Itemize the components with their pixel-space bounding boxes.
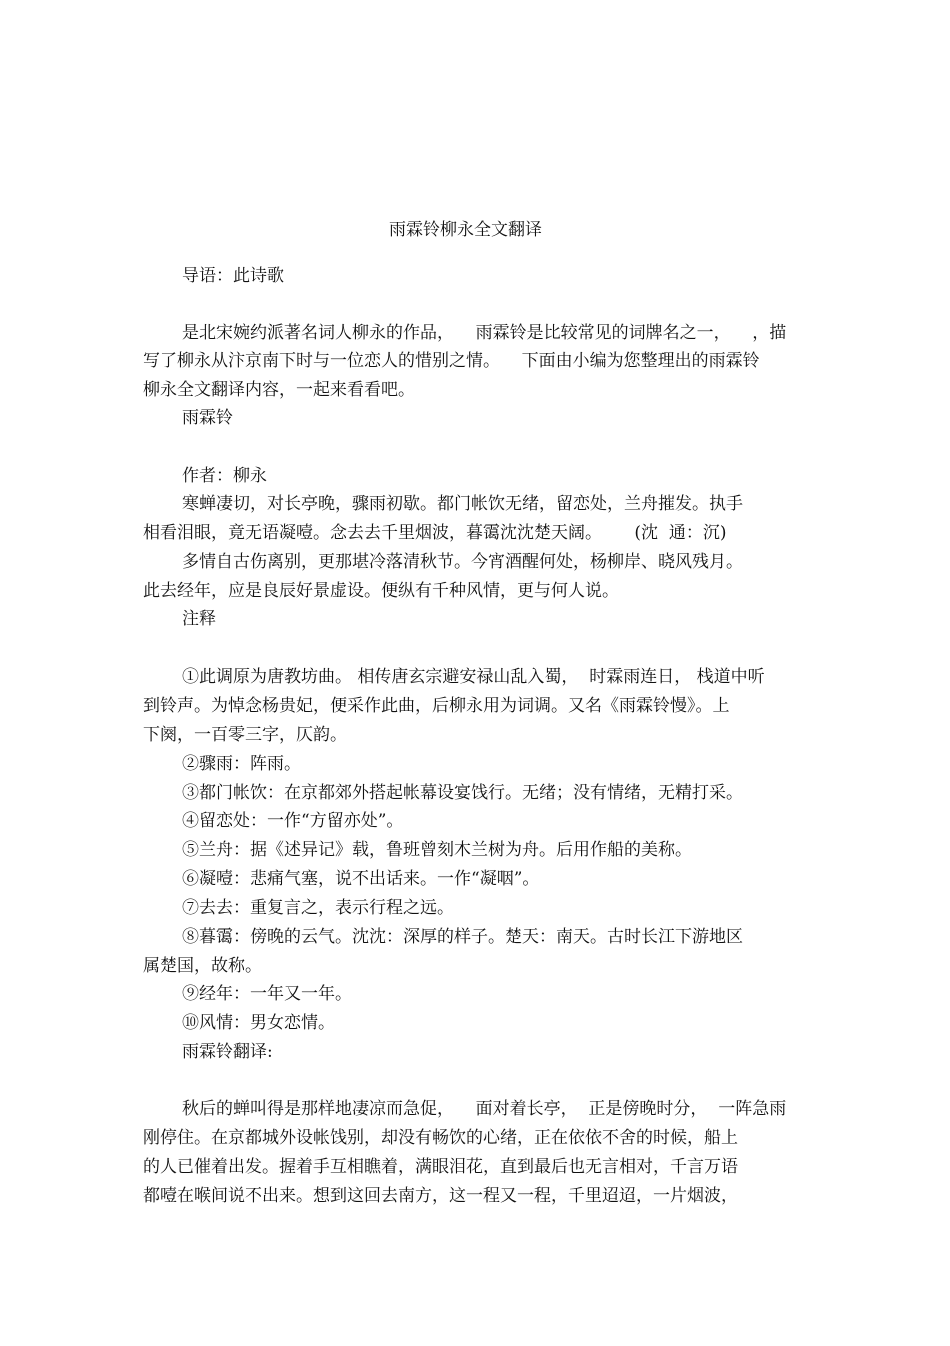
note-line: ②骤雨：阵雨。 bbox=[182, 754, 301, 774]
poem-line: 此去经年，应是良辰好景虚设。便纵有千种风情，更与何人说。 bbox=[143, 581, 619, 601]
note-line: ⑨经年：一年又一年。 bbox=[182, 984, 352, 1004]
translation-line: 秋后的蝉叫得是那样地凄凉而急促， 面对着长亭， 正是傍晚时分， 一阵急雨 bbox=[182, 1099, 787, 1119]
intro-label: 导语：此诗歌 bbox=[182, 266, 284, 286]
note-line: ④留恋处：一作“方留亦处”。 bbox=[182, 811, 404, 831]
poem-line: 多情自古伤离别，更那堪冷落清秋节。今宵酒醒何处，杨柳岸、晓风残月。 bbox=[182, 552, 743, 572]
note-line: 下阕，一百零三字，仄韵。 bbox=[143, 725, 347, 745]
note-line: ⑤兰舟：据《述异记》载，鲁班曾刻木兰树为舟。后用作船的美称。 bbox=[182, 840, 692, 860]
note-line: 属楚国，故称。 bbox=[143, 956, 262, 976]
intro-line: 柳永全文翻译内容，一起来看看吧。 bbox=[143, 380, 415, 400]
note-line: ⑥凝噎：悲痛气塞，说不出话来。一作“凝咽”。 bbox=[182, 869, 540, 889]
translation-line: 刚停住。在京都城外设帐饯别，却没有畅饮的心绪，正在依依不舍的时候，船上 bbox=[143, 1128, 738, 1148]
poem-line: 寒蝉凄切，对长亭晚，骤雨初歇。都门帐饮无绪，留恋处，兰舟摧发。执手 bbox=[182, 494, 743, 514]
intro-line: 写了柳永从汴京南下时与一位恋人的惜别之情。 下面由小编为您整理出的雨霖铃 bbox=[143, 351, 760, 371]
note-line: ③都门帐饮：在京都郊外搭起帐幕设宴饯行。无绪；没有情绪，无精打采。 bbox=[182, 783, 743, 803]
author-line: 作者：柳永 bbox=[182, 466, 267, 486]
poem-line: 相看泪眼，竟无语凝噎。念去去千里烟波，暮霭沈沈楚天阔。 (沈 通：沉) bbox=[143, 523, 727, 543]
poem-heading: 雨霖铃 bbox=[182, 408, 233, 428]
translation-line: 都噎在喉间说不出来。想到这回去南方，这一程又一程，千里迢迢，一片烟波， bbox=[143, 1186, 738, 1206]
note-line: ⑧暮霭：傍晚的云气。沈沈：深厚的样子。楚天：南天。古时长江下游地区 bbox=[182, 927, 743, 947]
note-line: 到铃声。为悼念杨贵妃，便采作此曲，后柳永用为词调。又名《雨霖铃慢》。上 bbox=[143, 696, 730, 716]
page-title: 雨霖铃柳永全文翻译 bbox=[389, 220, 542, 240]
notes-heading: 注释 bbox=[182, 609, 216, 629]
intro-line: 是北宋婉约派著名词人柳永的作品， 雨霖铃是比较常见的词牌名之一， ，描 bbox=[182, 323, 787, 343]
translation-heading: 雨霖铃翻译: bbox=[182, 1042, 273, 1062]
translation-line: 的人已催着出发。握着手互相瞧着，满眼泪花，直到最后也无言相对，千言万语 bbox=[143, 1157, 738, 1177]
note-line: ⑦去去：重复言之，表示行程之远。 bbox=[182, 898, 454, 918]
note-line: ①此调原为唐教坊曲。 相传唐玄宗避安禄山乱入蜀， 时霖雨连日， 栈道中听 bbox=[182, 667, 765, 687]
note-line: ⑩风情：男女恋情。 bbox=[182, 1013, 335, 1033]
